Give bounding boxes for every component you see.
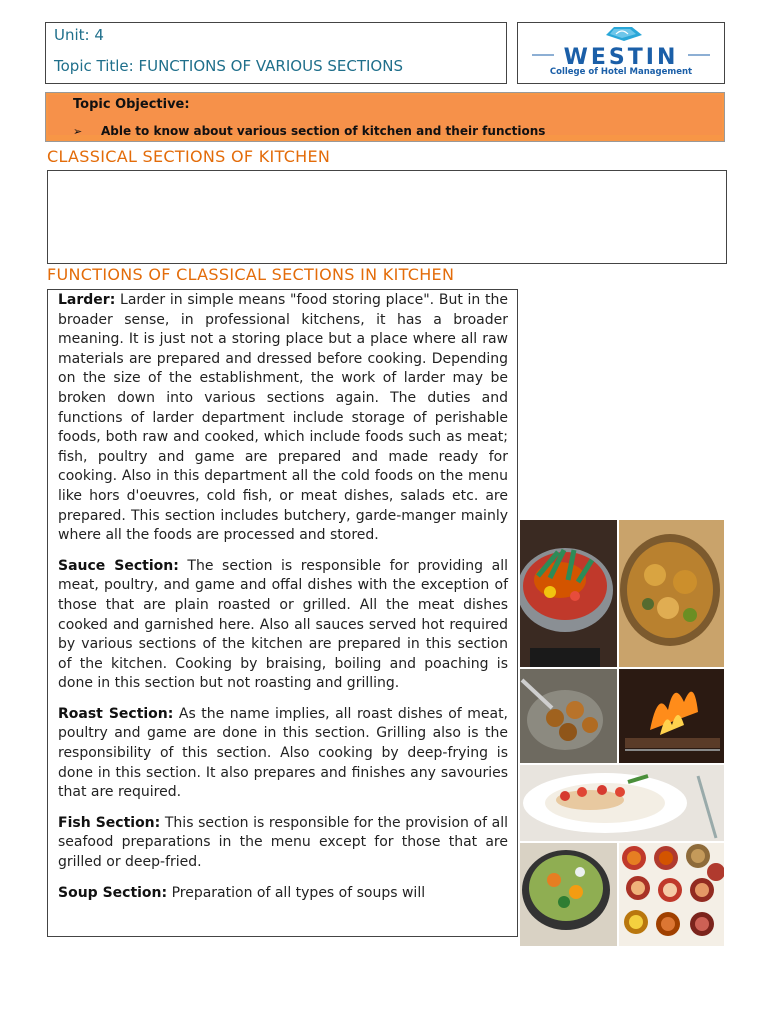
section-body: The section is responsible for providing all meat, poultry, and game and offal dishes with the exception of those that are plain roasted or grilled. All the meat dishes cooked and garnished here. Also all sauces served hot required by various sections of the kitchen are prepared in this section of the kitchen. Cooking by braising, boiling and poaching is done in this section but not roasting and grilling. bbox=[58, 557, 508, 692]
section-paragraph-roast bbox=[58, 705, 508, 803]
section-title: Soup Section: bbox=[58, 884, 168, 901]
section-body: As the name implies, all roast dishes of meat, poultry and game are done in this section. Grilling also is the responsibility of this section. Also cooking by deep-frying is done in this section. It also prepares and finishes any savouries that are required. bbox=[58, 705, 509, 801]
westin-logo bbox=[518, 23, 724, 83]
section-paragraph-soup bbox=[58, 884, 508, 904]
logo-wordmark: WESTIN bbox=[563, 45, 679, 70]
food-photo-grill bbox=[619, 669, 724, 763]
functions-heading: FUNCTIONS OF CLASSICAL SECTIONS IN KITCHEN bbox=[47, 265, 455, 284]
objective-label: Topic Objective: bbox=[73, 97, 190, 112]
classical-sections-box bbox=[47, 170, 727, 264]
objective-item: Able to know about various section of kitchen and their functions bbox=[101, 124, 546, 136]
section-title: Roast Section: bbox=[58, 705, 174, 722]
section-paragraph-sauce bbox=[58, 557, 508, 694]
section-paragraph-larder bbox=[58, 291, 508, 546]
logo-emblem-icon bbox=[606, 27, 642, 41]
section-title: Fish Section: bbox=[58, 814, 161, 831]
classical-sections-heading: CLASSICAL SECTIONS OF KITCHEN bbox=[47, 147, 331, 166]
food-photo-stew bbox=[619, 520, 724, 667]
sections-text bbox=[58, 291, 508, 914]
section-body: Larder in simple means "food storing place". But in the broader sense, in professional kitchens, it has a broader meaning. It is just not a storing place but a place where all raw materials are prepared and dressed before cooking. Depending on the size of the establishment, the work of larder may be broken down into various sections again. The duties and functions of larder department include storage of perishable foods, both raw and cooked, which include foods such as meat; fish, poultry and game are prepared and made ready for cooking. Also in this department all the cold foods on the menu like hors d'oeuvres, cold fish, or meat dishes, salads etc. are prepared. This section includes butchery, garde-manger mainly where all the foods are processed and stored. bbox=[58, 292, 508, 544]
bullet-arrow-icon: ➢ bbox=[73, 125, 83, 136]
unit-label: Unit: 4 bbox=[54, 26, 104, 44]
food-photo-fried bbox=[520, 669, 617, 763]
section-body: Preparation of all types of soups will bbox=[171, 884, 426, 901]
food-photo-soup-pot bbox=[520, 843, 617, 946]
section-title: Sauce Section: bbox=[58, 557, 179, 574]
section-body: This section is responsible for the provision of all seafood preparations in the menu except for those that are grilled or deep-fried. bbox=[58, 814, 508, 871]
logo-subtitle: College of Hotel Management bbox=[549, 67, 693, 77]
logo-box bbox=[517, 22, 725, 84]
sections-text-box bbox=[47, 289, 518, 937]
section-paragraph-fish bbox=[58, 814, 508, 873]
food-photo-pot bbox=[520, 520, 617, 667]
food-photo-soup-bowls bbox=[619, 843, 724, 946]
section-title: Larder: bbox=[58, 292, 116, 308]
food-photo-plate bbox=[520, 765, 724, 841]
topic-title: Topic Title: FUNCTIONS OF VARIOUS SECTIONS bbox=[54, 57, 403, 75]
food-photo-collage bbox=[520, 520, 724, 946]
